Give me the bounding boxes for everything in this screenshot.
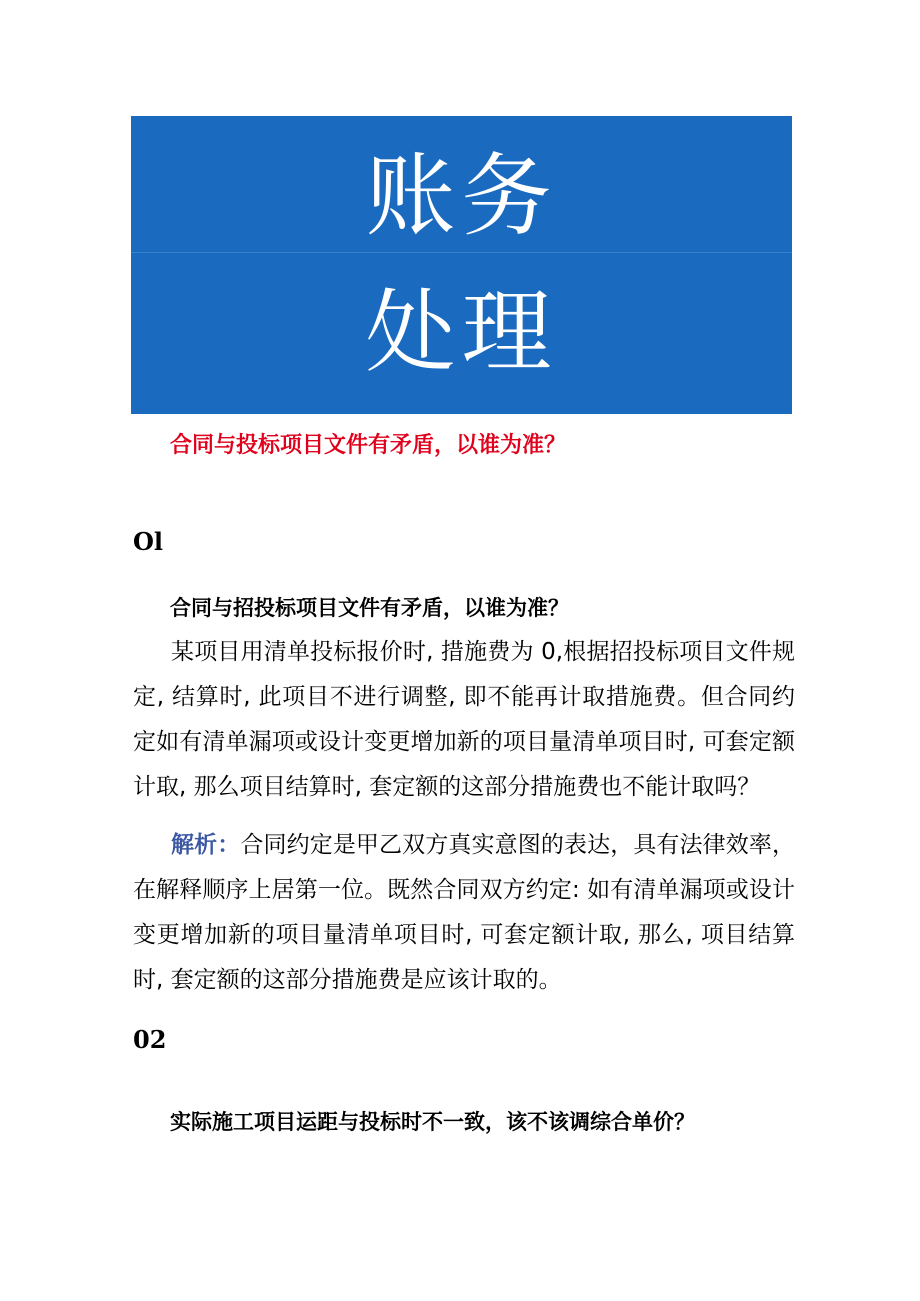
section-number-1: Ol [133, 527, 164, 556]
banner-divider [131, 252, 792, 253]
analysis-paragraph [133, 823, 795, 1003]
analysis-text: 合同约定是甲乙双方真实意图的表达，具有法律效率，在解释顺序上居第一位。既然合同双方约定: 如有清单漏项或设计变更增加新的项目量清单项目时, 可套定额计取, 那么, 项目结算时, 套定额的这部分措施费是应该计取的。 [133, 832, 796, 993]
section-question-1: 合同与招投标项目文件有矛盾，以谁为准？ [170, 596, 569, 620]
title-banner [131, 116, 792, 414]
analysis-label: 解析： [171, 832, 241, 858]
banner-title-line-1: 账务 [365, 144, 558, 249]
section-body-1: 某项目用清单投标报价时, 措施费为 0,根据招投标项目文件规定, 结算时, 此项目不进行调整, 即不能再计取措施费。但合同约定如有清单漏项或设计变更增加新的项目量清单项目时, 可套定额计取, 那么项目结算时, 套定额的这部分措施费也不能计取吗？ [133, 639, 795, 800]
red-subtitle: 合同与投标项目文件有矛盾，以谁为准？ [170, 433, 567, 458]
banner-title-line-2: 处理 [365, 280, 558, 385]
section-question-2: 实际施工项目运距与投标时不一致，该不该调综合单价？ [170, 1110, 695, 1134]
section-number-2: 02 [133, 1025, 167, 1054]
